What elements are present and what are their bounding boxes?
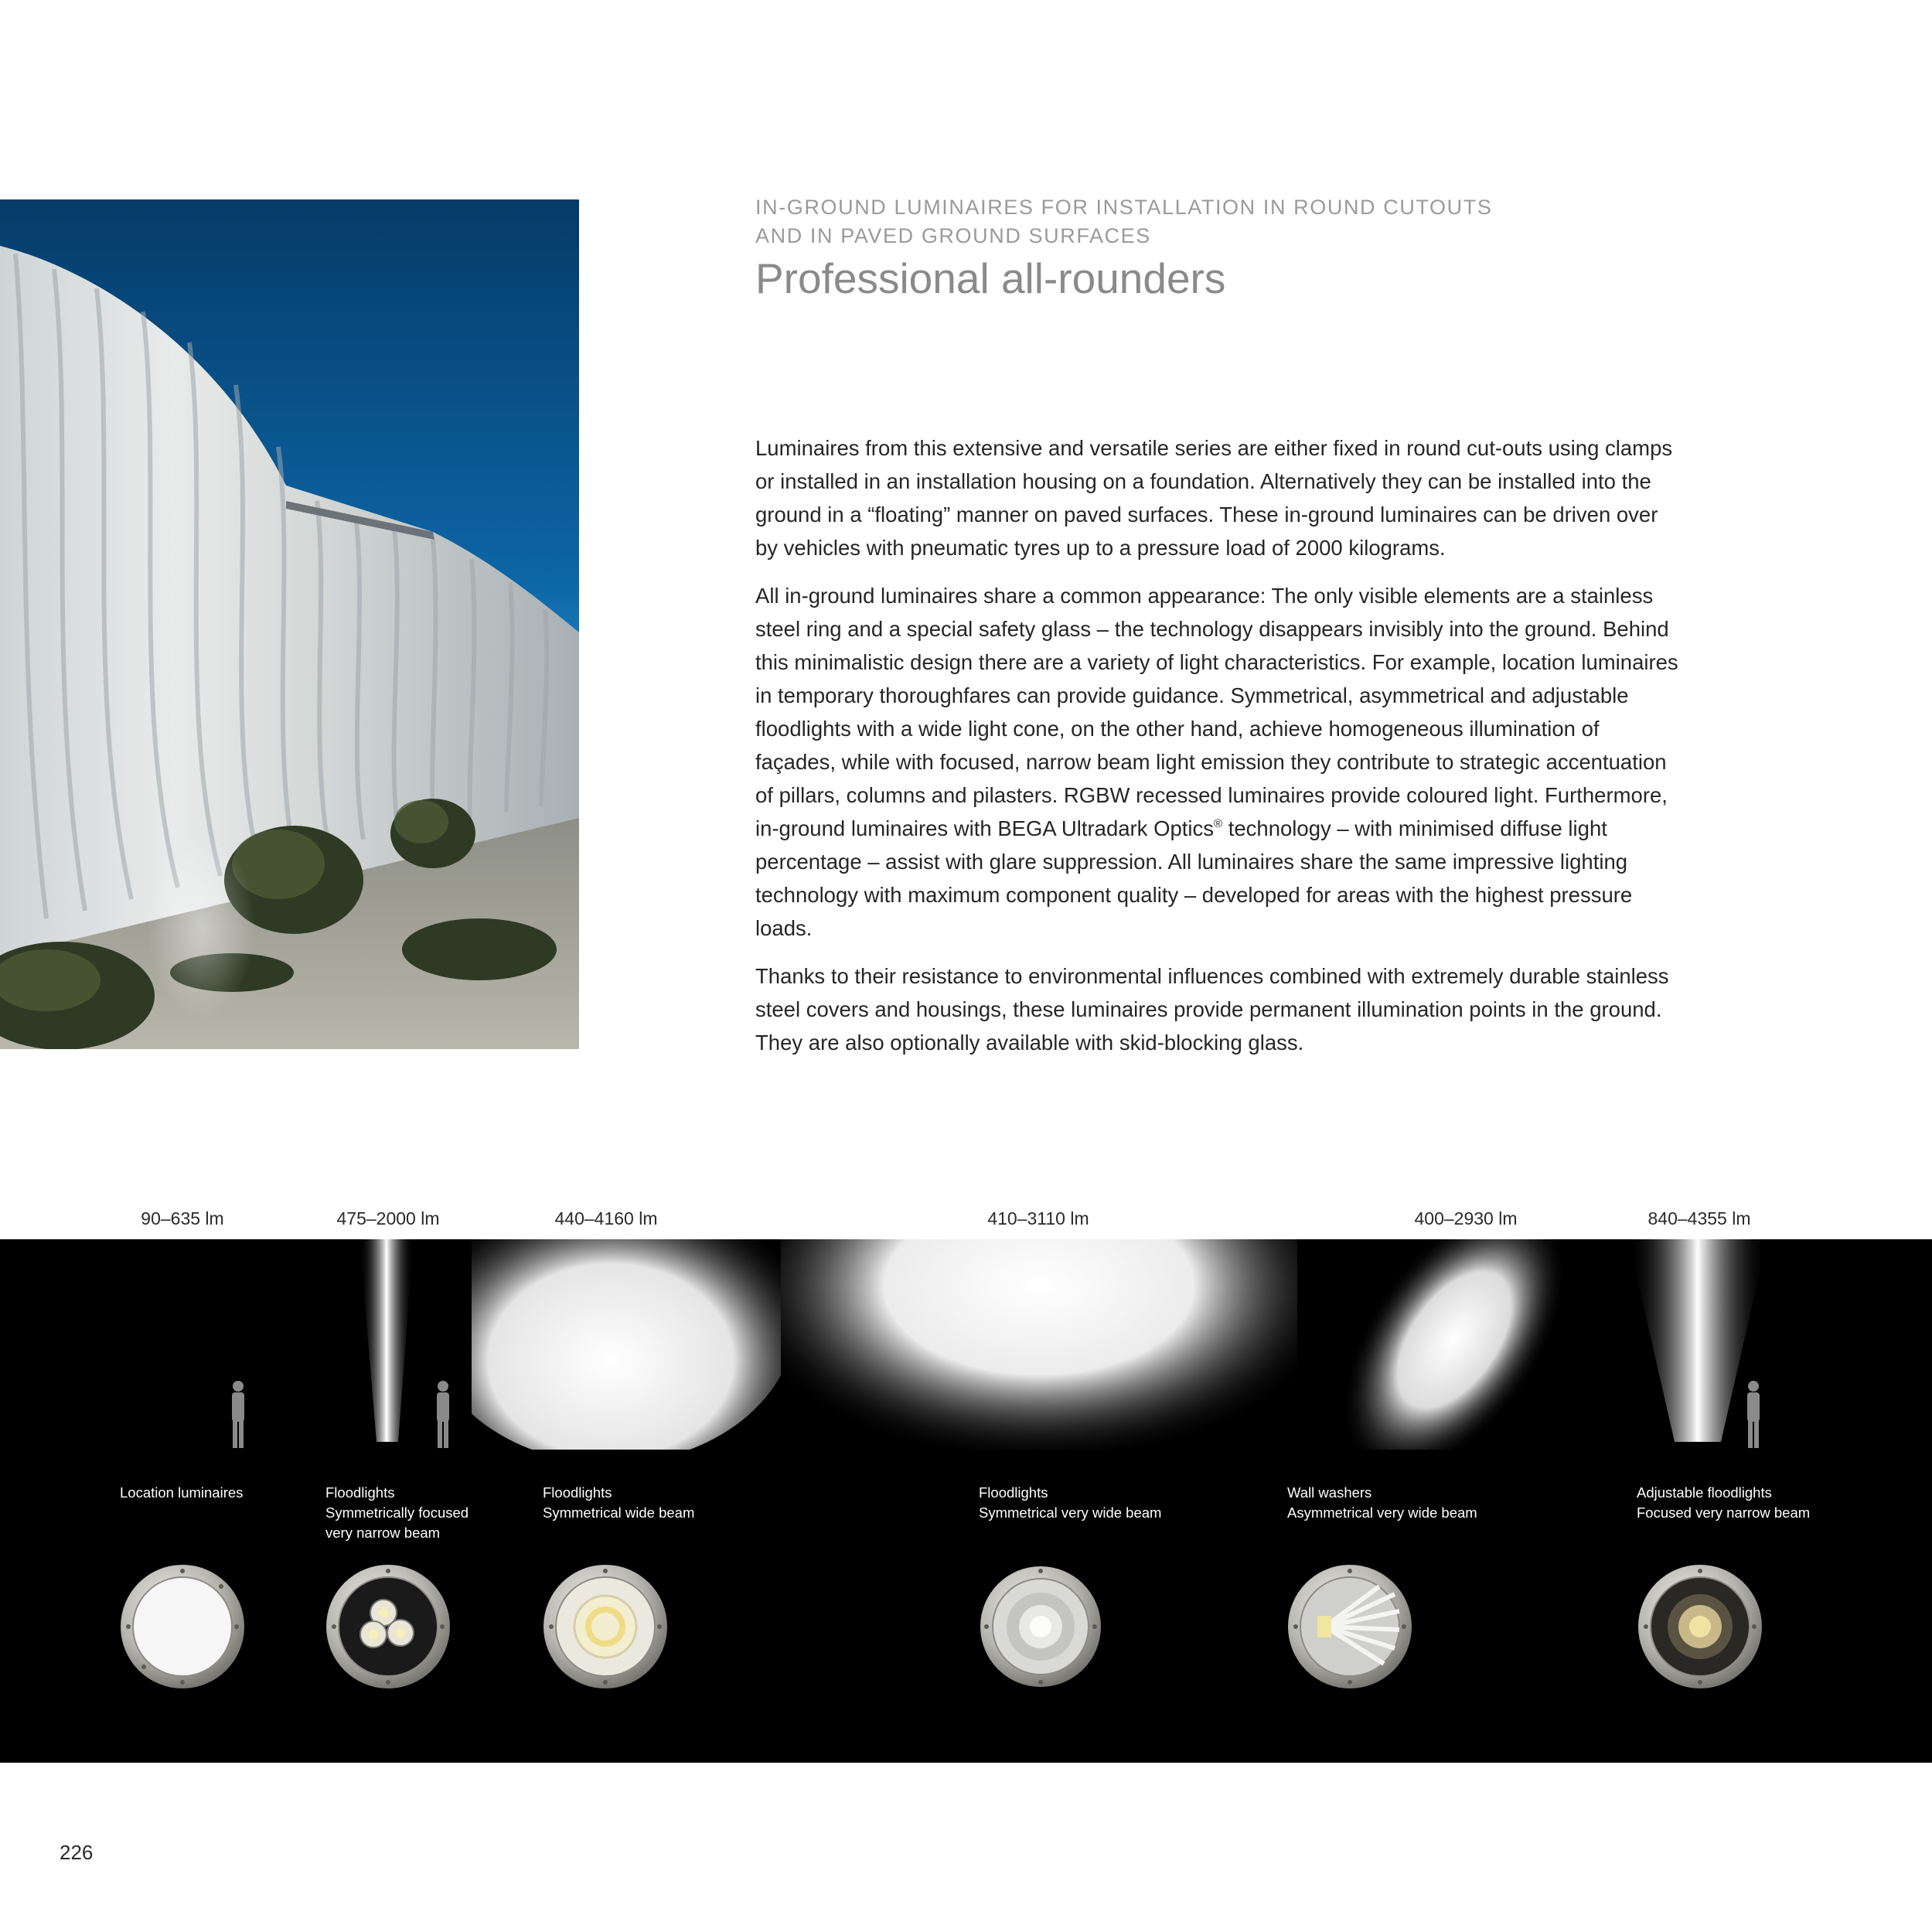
beam-wide [472, 1239, 781, 1450]
kicker-line-2: AND IN PAVED GROUND SURFACES [755, 224, 1151, 247]
facade-photo [0, 199, 579, 1049]
paragraph-line: steel covers and housings, these luminaires provide permanent illumination points in the ground. [755, 997, 1662, 1021]
lumen-range: 400–2930 lm [1414, 1208, 1518, 1228]
luminaire-wide-product [542, 1563, 669, 1690]
lumen-range: 90–635 lm [141, 1208, 224, 1228]
paragraph-line: percentage – assist with glare suppression. All luminaires share the same impressive lighting [755, 850, 1628, 874]
beam-adjustable [1613, 1239, 1817, 1450]
category-line: Wall washers [1287, 1484, 1372, 1501]
category-line: Symmetrical wide beam [543, 1504, 695, 1521]
category-line: very narrow beam [325, 1525, 441, 1541]
luminaire-very-wide-product [977, 1563, 1104, 1690]
paragraph-line: façades, while with focused, narrow beam light emission they contribute to strategic accentuation [755, 750, 1667, 774]
category-line: Floodlights [979, 1484, 1048, 1501]
beam-asymmetric-graphic [1311, 1239, 1613, 1450]
paragraph-line: or installed in an installation housing on a foundation. Alternatively they can be installed into the [755, 469, 1651, 493]
text-fragment: technology – with minimised diffuse light [1222, 816, 1607, 840]
paragraph-line: of pillars, columns and pilasters. RGBW recessed luminaires provide coloured light. Furthermore, [755, 783, 1668, 807]
luminaire-product-image [1286, 1563, 1413, 1690]
registered-mark: ® [1214, 817, 1223, 830]
page-title: Professional all-rounders [755, 254, 1226, 302]
category-label-adjustable [1637, 1483, 1810, 1523]
luminaire-product-image [1637, 1563, 1763, 1690]
luminaire-wall-washer-product [1286, 1563, 1413, 1690]
beam-narrow-graphic [305, 1239, 472, 1450]
paragraph-line [755, 812, 1753, 845]
lumen-range: 475–2000 lm [336, 1208, 440, 1228]
beam-narrow [305, 1239, 472, 1450]
category-line: Adjustable floodlights [1637, 1484, 1772, 1501]
category-line: Floodlights [325, 1484, 395, 1501]
category-label-narrow [325, 1483, 469, 1543]
luminaire-product-image [542, 1563, 669, 1690]
paragraph-line: They are also optionally available with skid-blocking glass. [755, 1031, 1304, 1055]
paragraph-line: loads. [755, 916, 813, 940]
paragraph-2 [755, 579, 1753, 945]
category-line: Symmetrically focused [325, 1504, 469, 1521]
beam-very-wide-graphic [781, 1239, 1297, 1450]
category-label-wide [543, 1483, 694, 1523]
luminaire-product-image [325, 1563, 451, 1690]
paragraph-line: Thanks to their resistance to environmental influences combined with extremely durable stainless [755, 964, 1669, 988]
beam-location-graphic [101, 1239, 265, 1450]
paragraph-line: technology with maximum component quality – developed for areas with the highest pressure [755, 883, 1633, 907]
paragraph-line: by vehicles with pneumatic tyres up to a pressure load of 2000 kilograms. [755, 536, 1446, 560]
luminaire-product-image [977, 1563, 1104, 1690]
lumen-range: 440–4160 lm [554, 1208, 658, 1228]
luminaire-adjustable-product [1637, 1563, 1763, 1690]
beam-location [101, 1239, 265, 1450]
paragraph-1 [755, 431, 1753, 564]
category-line: Location luminaires [120, 1484, 244, 1501]
beam-strip [0, 1239, 1932, 1450]
beam-very-wide [781, 1239, 1297, 1450]
text-fragment: in-ground luminaires with BEGA Ultradark Optics [755, 816, 1215, 840]
category-label-wall-washer [1287, 1483, 1477, 1523]
kicker [755, 193, 1567, 250]
page-number: 226 [60, 1841, 94, 1864]
luminaire-narrow-product [325, 1563, 451, 1690]
lumen-range: 840–4355 lm [1647, 1208, 1751, 1228]
category-label-very-wide [979, 1483, 1161, 1523]
paragraph-3 [755, 959, 1753, 1059]
lumen-range: 410–3110 lm [987, 1208, 1089, 1228]
category-line: Asymmetrical very wide beam [1287, 1504, 1477, 1521]
body-text [755, 431, 1753, 1074]
beam-adjustable-graphic [1613, 1239, 1817, 1450]
luminaire-location-product [119, 1563, 246, 1690]
category-line: Symmetrical very wide beam [979, 1504, 1162, 1521]
beam-wide-graphic [472, 1239, 781, 1450]
paragraph-line: ground in a “floating” manner on paved surfaces. These in-ground luminaires can be driven over [755, 503, 1658, 526]
category-label-location [120, 1483, 243, 1503]
luminaire-product-image [119, 1563, 246, 1690]
category-line: Focused very narrow beam [1637, 1504, 1811, 1521]
paragraph-line: floodlights with a wide light cone, on the other hand, achieve homogeneous illumination of [755, 717, 1600, 741]
paragraph-line: All in-ground luminaires share a common appearance: The only visible elements are a stainless [755, 584, 1654, 608]
beam-asymmetric [1311, 1239, 1613, 1450]
paragraph-line: in temporary thoroughfares can provide guidance. Symmetrical, asymmetrical and adjustable [755, 683, 1629, 707]
paragraph-line: Luminaires from this extensive and versatile series are either fixed in round cut-outs using clamps [755, 436, 1673, 460]
category-line: Floodlights [543, 1484, 612, 1501]
paragraph-line: this minimalistic design there are a variety of light characteristics. For example, location luminaires [755, 650, 1678, 674]
paragraph-line: steel ring and a special safety glass – the technology disappears invisibly into the ground. Behind [755, 617, 1669, 641]
kicker-line-1: IN-GROUND LUMINAIRES FOR INSTALLATION IN ROUND CUTOUTS [755, 196, 1493, 219]
facade-photo-illustration [0, 199, 579, 1049]
